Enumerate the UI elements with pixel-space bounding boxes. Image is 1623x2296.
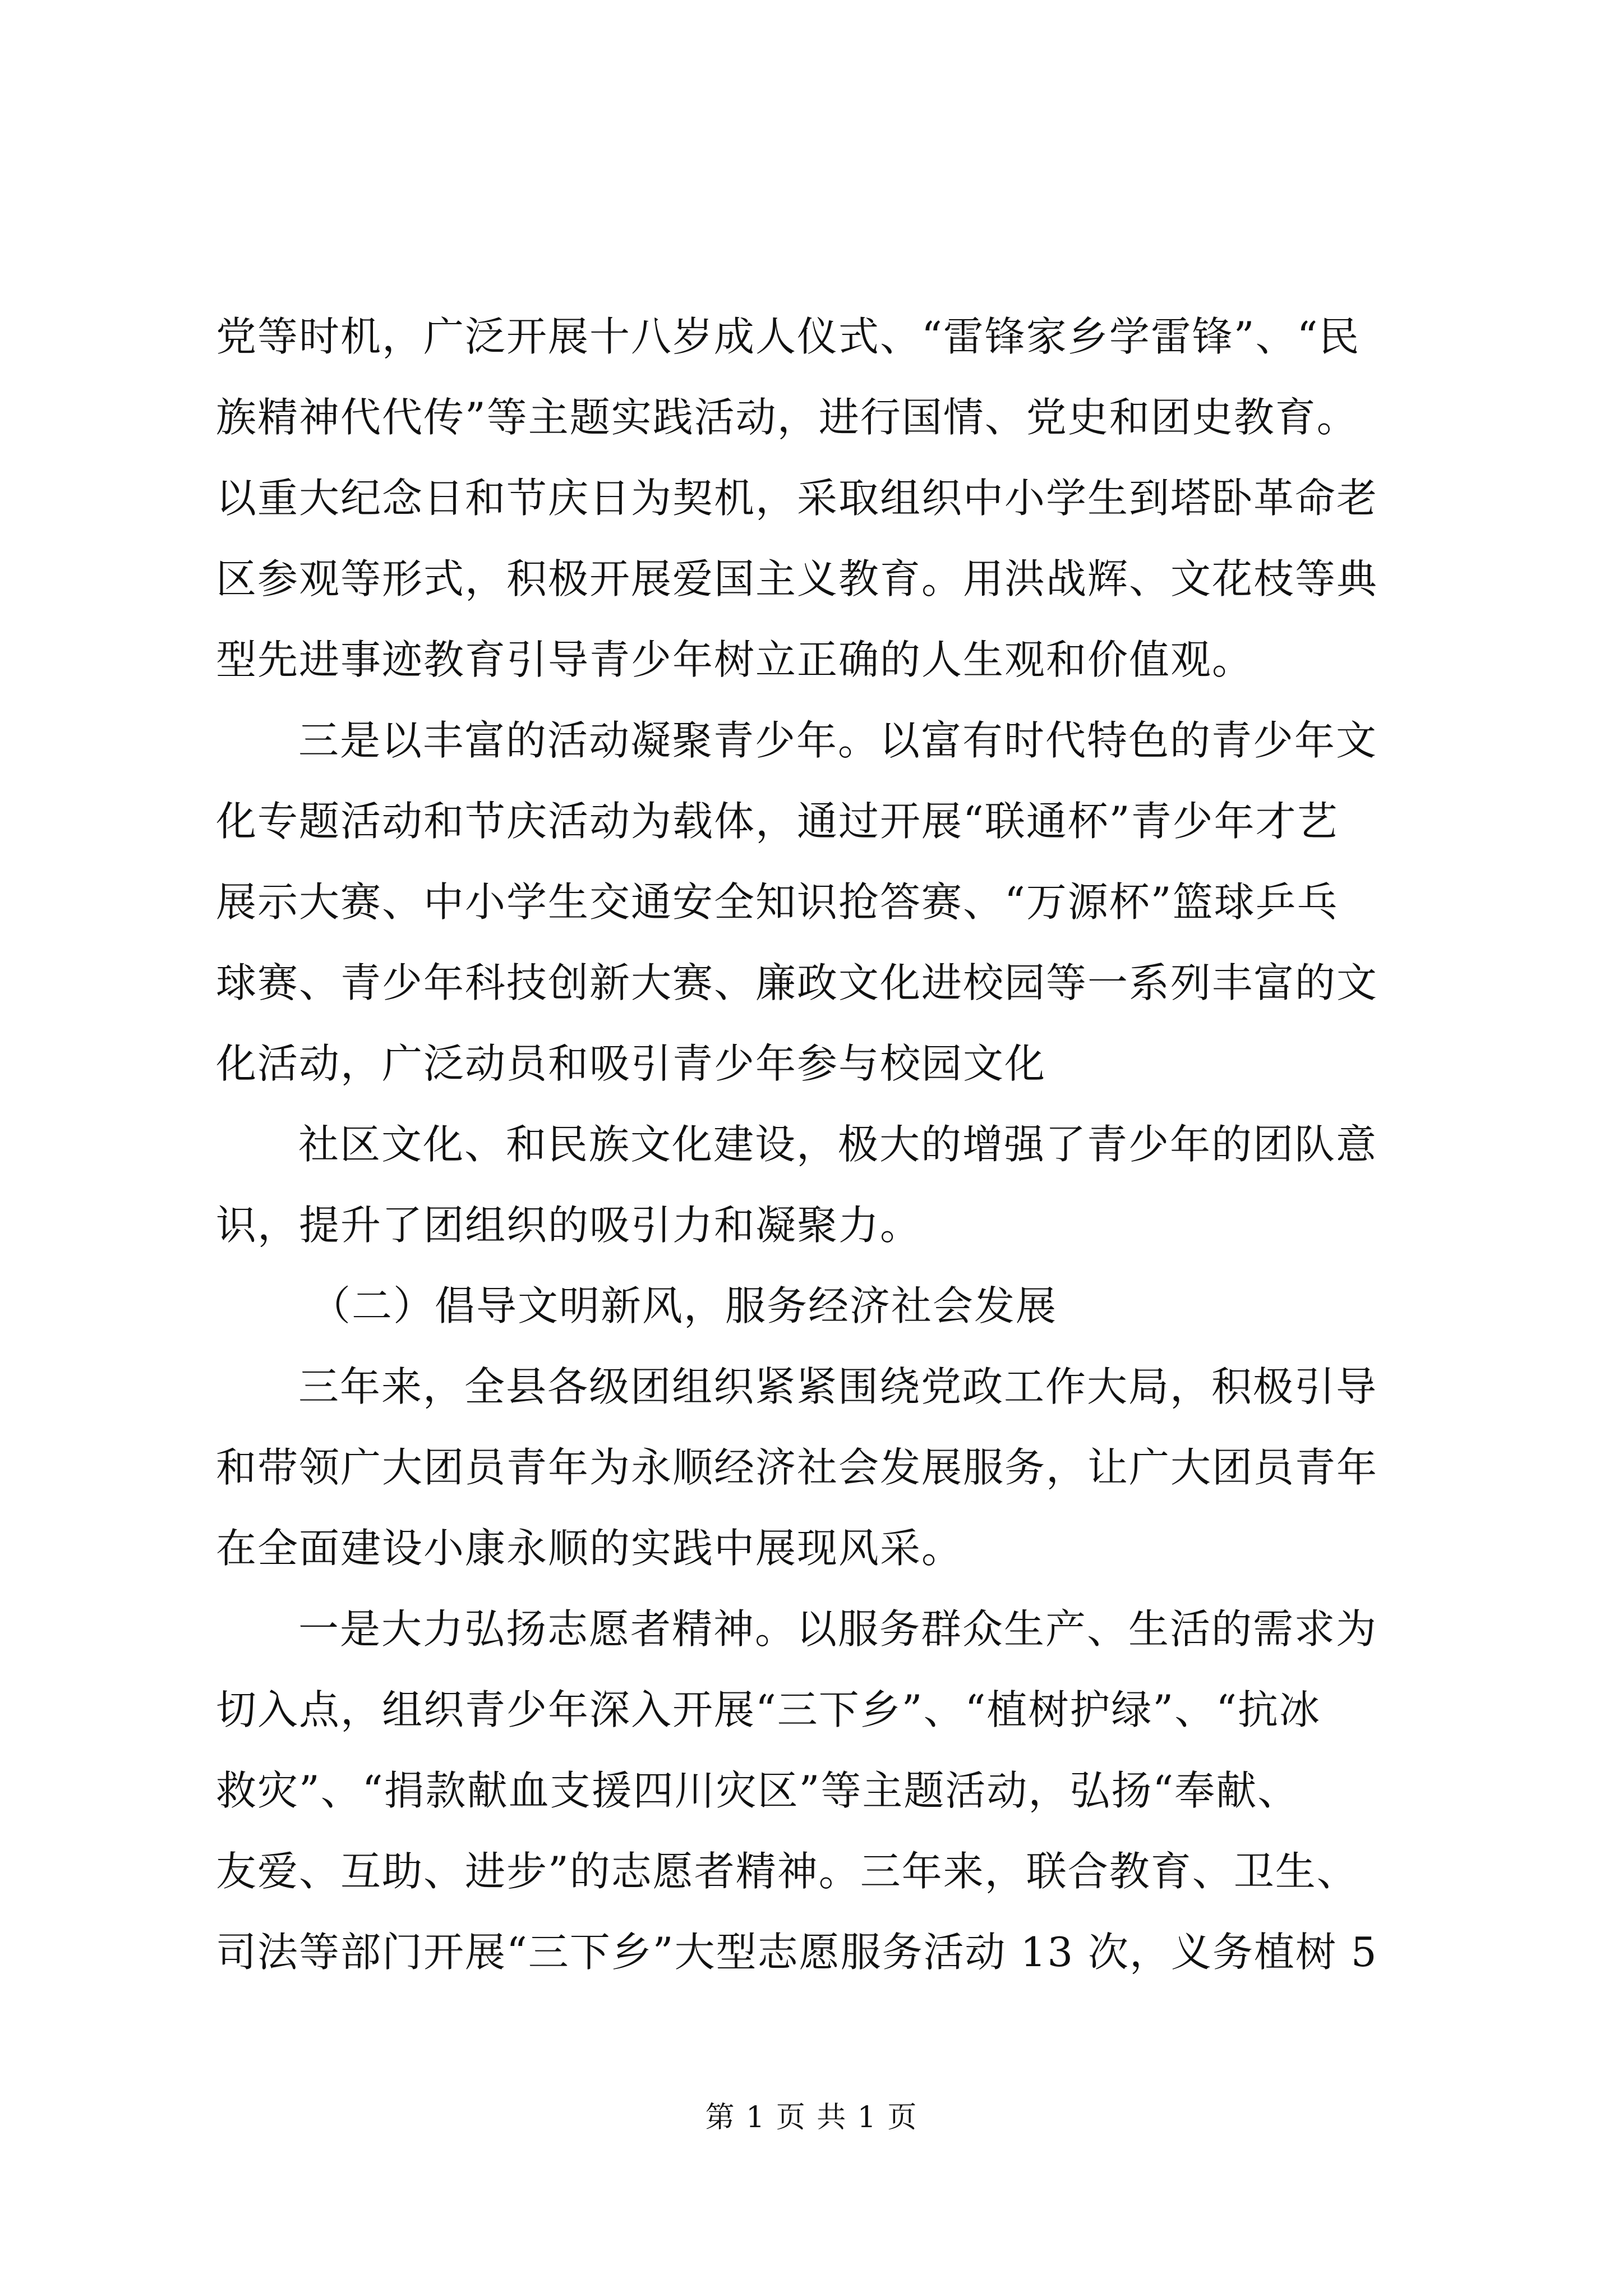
text-line: 以重大纪念日和节庆日为契机，采取组织中小学生到塔卧革命老 [216,475,1378,522]
text-line: 族精神代代传”等主题实践活动，进行国情、党史和团史教育。 [216,394,1358,441]
paragraph-start-line: 三是以丰富的活动凝聚青少年。以富有时代特色的青少年文 [298,717,1378,764]
text-line: 识，提升了团组织的吸引力和凝聚力。 [216,1202,922,1249]
text-line: 救灾”、“捐款献血支援四川灾区”等主题活动，弘扬“奉献、 [216,1767,1299,1814]
text-line: 型先进事迹教育引导青少年树立正确的人生观和价值观。 [216,636,1254,683]
paragraph-start-line: 社区文化、和民族文化建设，极大的增强了青少年的团队意 [298,1121,1378,1168]
text-line: 化活动，广泛动员和吸引青少年参与校园文化 [216,1040,1046,1087]
text-line: 和带领广大团员青年为永顺经济社会发展服务，让广大团员青年 [216,1444,1378,1491]
page-number-label: 第 1 页 共 1 页 [705,2101,918,2134]
document-body [216,296,1408,1993]
paragraph-start-line: 三年来，全县各级团组织紧紧围绕党政工作大局，积极引导 [298,1363,1378,1410]
text-line: 展示大赛、中小学生交通安全知识抢答赛、“万源杯”篮球乒乓 [216,878,1339,926]
text-line: 切入点，组织青少年深入开展“三下乡”、“植树护绿”、“抗冰 [216,1686,1321,1733]
text-line: 区参观等形式，积极开展爱国主义教育。用洪战辉、文花枝等典 [216,555,1378,602]
paragraph-start-line: 一是大力弘扬志愿者精神。以服务群众生产、生活的需求为 [298,1605,1378,1653]
section-heading: （二）倡导文明新风，服务经济社会发展 [310,1282,1058,1329]
page-footer [0,2098,1623,2137]
text-line: 司法等部门开展“三下乡”大型志愿服务活动 13 次，义务植树 5 [216,1929,1378,1976]
text-line: 党等时机，广泛开展十八岁成人仪式、“雷锋家乡学雷锋”、“民 [216,313,1361,360]
text-line: 友爱、互助、进步”的志愿者精神。三年来，联合教育、卫生、 [216,1848,1358,1895]
text-line: 球赛、青少年科技创新大赛、廉政文化进校园等一系列丰富的文 [216,959,1378,1006]
text-line: 在全面建设小康永顺的实践中展现风采。 [216,1525,963,1572]
text-line: 化专题活动和节庆活动为载体，通过开展“联通杯”青少年才艺 [216,798,1339,845]
